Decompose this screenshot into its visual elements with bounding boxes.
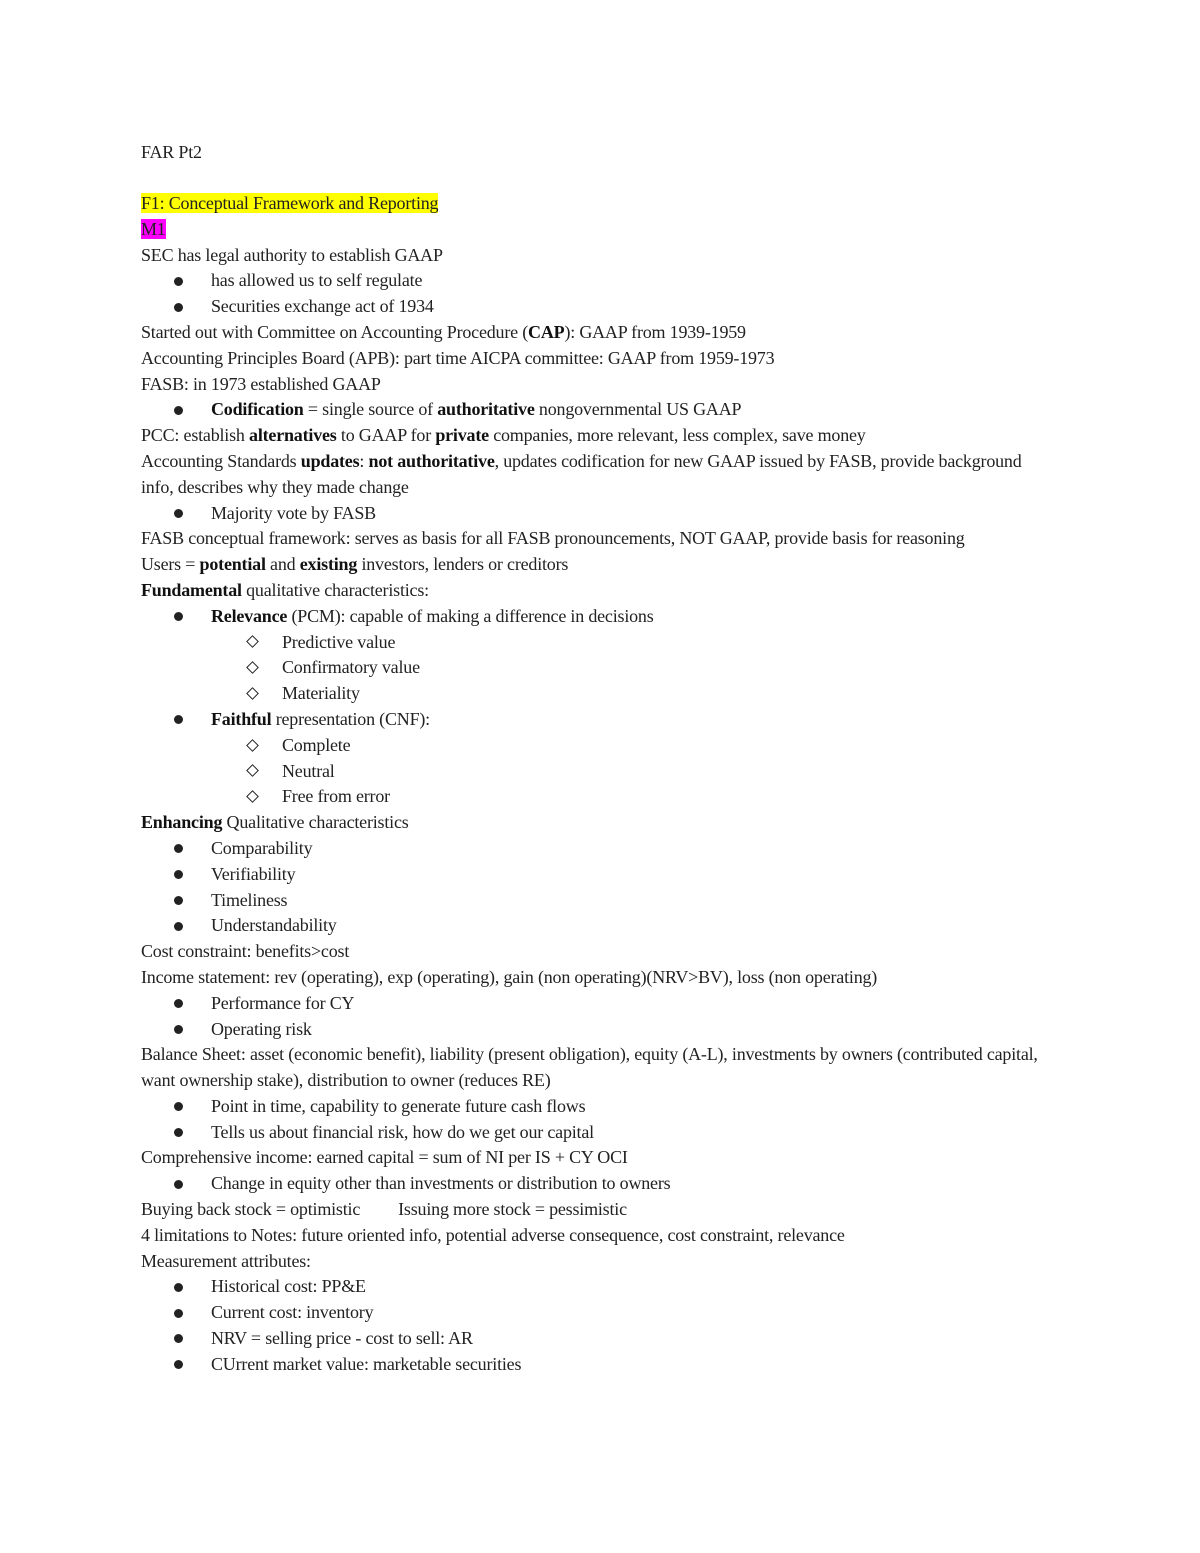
balance-line: Balance Sheet: asset (economic benefit), liability (present obligation), equity (A-L), investments by owners (contributed capital, want ownership stake), distribution to owner (reduces RE): [141, 1044, 1038, 1091]
list-item: has allowed us to self regulate: [141, 268, 1041, 294]
list-item: Understandability: [141, 913, 1041, 939]
bullet-icon: [174, 888, 183, 914]
asu-line: Accounting Standards updates: not authoritative, updates codification for new GAAP issued by FASB, provide background info, describes why they made change: [141, 450, 1022, 497]
bullet-icon: [174, 397, 183, 423]
bullet-icon: [174, 991, 183, 1017]
bullet-icon: [174, 1120, 183, 1146]
sub-list-item: Complete: [141, 733, 1041, 759]
sub-bullet-icon: [248, 784, 257, 810]
cap-line: Started out with Committee on Accounting Procedure (CAP): GAAP from 1939-1959: [141, 321, 746, 342]
sub-bullet-icon: [248, 733, 257, 759]
sec-line: SEC has legal authority to establish GAAP: [141, 244, 443, 265]
sub-list-item: Predictive value: [141, 630, 1041, 656]
bullet-icon: [174, 1171, 183, 1197]
pcc-line: PCC: establish alternatives to GAAP for private companies, more relevant, less complex, save money: [141, 425, 866, 446]
comprehensive-line: Comprehensive income: earned capital = sum of NI per IS + CY OCI: [141, 1147, 628, 1168]
module-label: M1: [141, 218, 166, 239]
cost-line: Cost constraint: benefits>cost: [141, 941, 350, 962]
bullet-icon: [174, 862, 183, 888]
sub-bullet-icon: [248, 681, 257, 707]
bullet-icon: [174, 707, 183, 733]
sub-list-item: Materiality: [141, 681, 1041, 707]
notes-line: 4 limitations to Notes: future oriented info, potential adverse consequence, cost constraint, relevance: [141, 1224, 845, 1245]
fundamental-heading: Fundamental qualitative characteristics:: [141, 579, 429, 600]
list-item: CUrrent market value: marketable securities: [141, 1352, 1041, 1378]
bullet-icon: [174, 836, 183, 862]
bullet-icon: [174, 268, 183, 294]
sub-list-item: Confirmatory value: [141, 655, 1041, 681]
list-item: Verifiability: [141, 862, 1041, 888]
enhancing-heading: Enhancing Qualitative characteristics: [141, 812, 409, 833]
stock-line: Buying back stock = optimistic Issuing more stock = pessimistic: [141, 1199, 627, 1220]
list-item: Performance for CY: [141, 991, 1041, 1017]
list-item: Faithful representation (CNF):: [141, 707, 1041, 733]
apb-line: Accounting Principles Board (APB): part time AICPA committee: GAAP from 1959-1973: [141, 347, 775, 368]
sub-bullet-icon: [248, 759, 257, 785]
bullet-icon: [174, 1326, 183, 1352]
bullet-icon: [174, 1017, 183, 1043]
bullet-icon: [174, 913, 183, 939]
sub-bullet-icon: [248, 630, 257, 656]
list-item: NRV = selling price - cost to sell: AR: [141, 1326, 1041, 1352]
income-line: Income statement: rev (operating), exp (operating), gain (non operating)(NRV>BV), loss (non operating): [141, 966, 878, 987]
document-body: [141, 140, 1041, 1378]
list-item: Tells us about financial risk, how do we get our capital: [141, 1120, 1041, 1146]
bullet-icon: [174, 1300, 183, 1326]
bullet-icon: [174, 501, 183, 527]
list-item: Relevance (PCM): capable of making a difference in decisions: [141, 604, 1041, 630]
fasb-line: FASB: in 1973 established GAAP: [141, 373, 381, 394]
bullet-icon: [174, 1094, 183, 1120]
measurement-heading: Measurement attributes:: [141, 1250, 311, 1271]
list-item: Point in time, capability to generate future cash flows: [141, 1094, 1041, 1120]
sub-list-item: Neutral: [141, 759, 1041, 785]
list-item: Historical cost: PP&E: [141, 1274, 1041, 1300]
section-heading: F1: Conceptual Framework and Reporting: [141, 193, 439, 213]
sub-bullet-icon: [248, 655, 257, 681]
sub-list-item: Free from error: [141, 784, 1041, 810]
bullet-icon: [174, 1352, 183, 1378]
list-item: Current cost: inventory: [141, 1300, 1041, 1326]
document-title: FAR Pt2: [141, 142, 202, 162]
bullet-icon: [174, 604, 183, 630]
bullet-icon: [174, 294, 183, 320]
list-item: Operating risk: [141, 1017, 1041, 1043]
list-item: Change in equity other than investments or distribution to owners: [141, 1171, 1041, 1197]
list-item: Majority vote by FASB: [141, 501, 1041, 527]
users-line: Users = potential and existing investors, lenders or creditors: [141, 554, 569, 575]
bullet-icon: [174, 1274, 183, 1300]
list-item: Timeliness: [141, 888, 1041, 914]
list-item: Comparability: [141, 836, 1041, 862]
list-item: Securities exchange act of 1934: [141, 294, 1041, 320]
framework-line: FASB conceptual framework: serves as basis for all FASB pronouncements, NOT GAAP, provide basis for reasoning: [141, 528, 965, 549]
list-item: Codification = single source of authoritative nongovernmental US GAAP: [141, 397, 1041, 423]
